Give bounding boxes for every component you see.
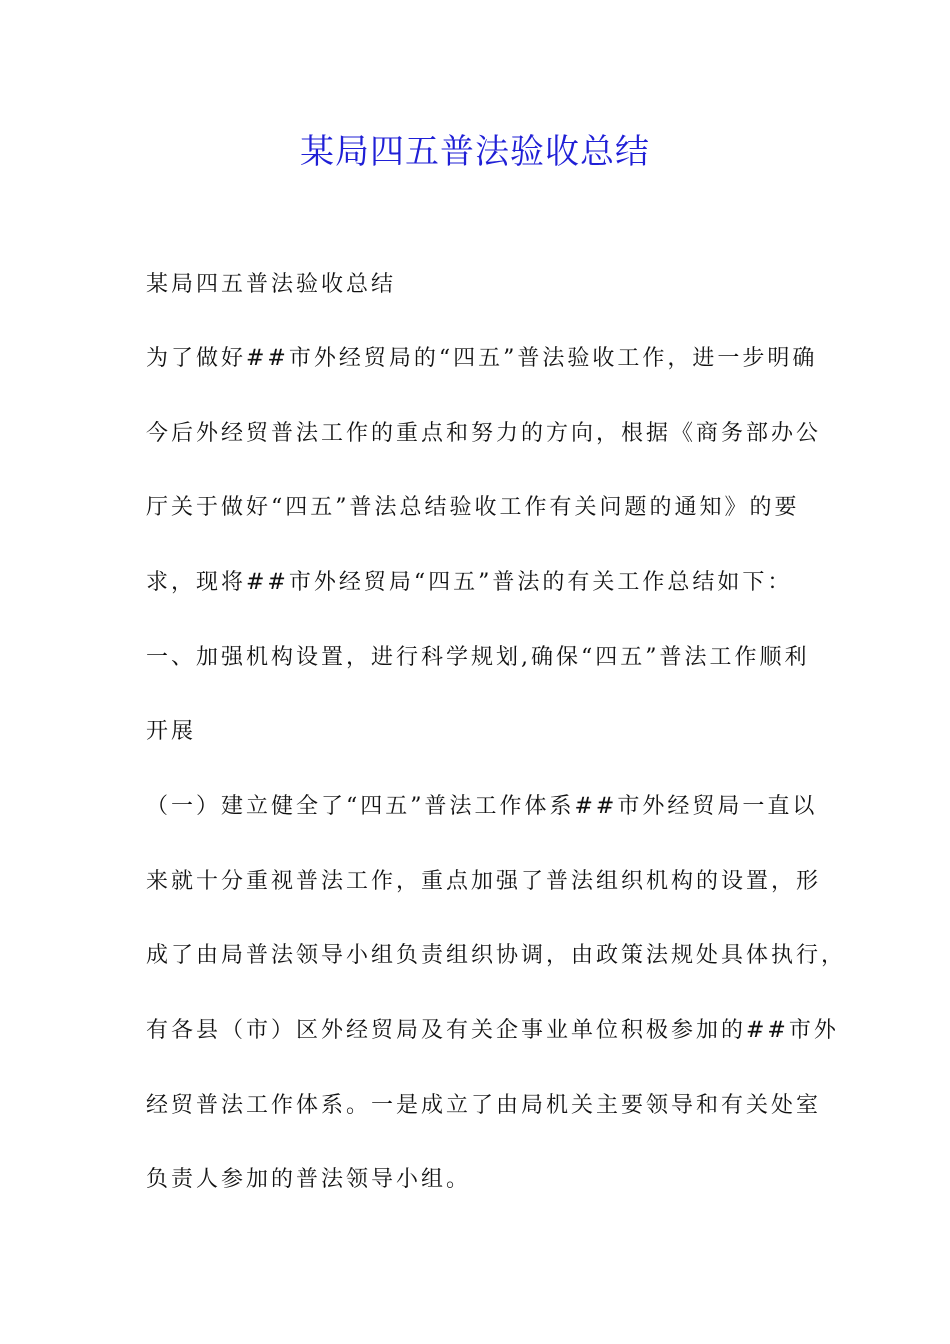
body-line: 成了由局普法领导小组负责组织协调，由政策法规处具体执行， [146,943,847,968]
body-line: 为了做好##市外经贸局的“四五”普法验收工作，进一步明确 [146,346,818,371]
body-line: 求，现将##市外经贸局“四五”普法的有关工作总结如下： [146,570,793,595]
body-line: 开展 [146,719,197,744]
body-line: 经贸普法工作体系。一是成立了由局机关主要领导和有关处室 [146,1093,822,1118]
body-line: 有各县（市）区外经贸局及有关企事业单位积极参加的##市外 [146,1018,839,1043]
body-line: 今后外经贸普法工作的重点和努力的方向，根据《商务部办公 [146,421,822,446]
body-line: 厅关于做好“四五”普法总结验收工作有关问题的通知》的要 [146,495,800,520]
body-line: 负责人参加的普法领导小组。 [146,1167,472,1192]
body-line: 一、加强机构设置，进行科学规划,确保“四五”普法工作顺利 [146,645,810,670]
body-line: （一）建立健全了“四五”普法工作体系##市外经贸局一直以 [146,794,818,819]
document-title: 某局四五普法验收总结 [300,132,650,172]
body-line: 某局四五普法验收总结 [146,272,397,297]
body-line: 来就十分重视普法工作，重点加强了普法组织机构的设置，形 [146,869,822,894]
